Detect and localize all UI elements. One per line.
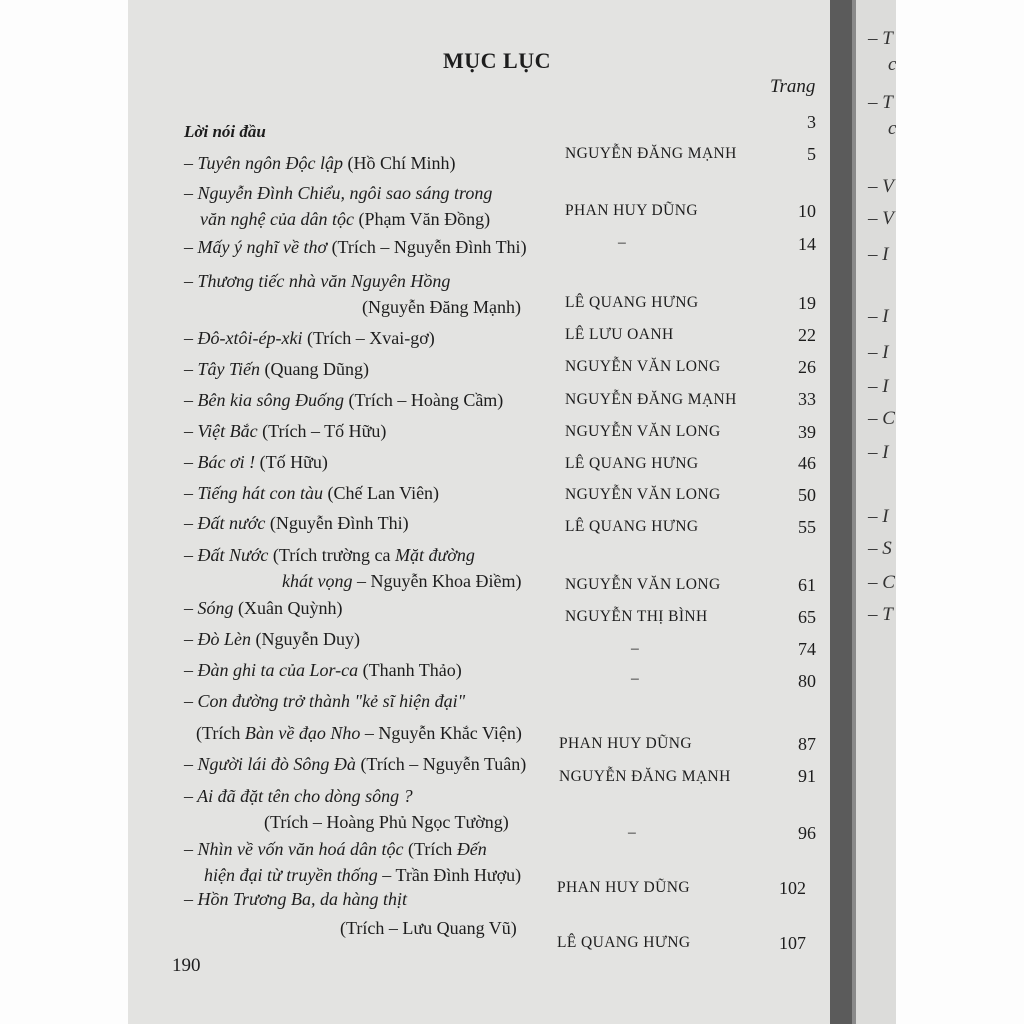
entry-author: NGUYỄN VĂN LONG [565,486,721,503]
next-page-edge [856,0,896,1024]
entry-title-cont: hiện đại từ truyền thống – Trần Đình Hượu) [204,865,522,885]
entry-page: 96 [798,823,816,843]
entry-page: 5 [807,144,816,164]
entry-title-cont: (Trích – Lưu Quang Vũ) [340,918,517,938]
entry-author: LÊ QUANG HƯNG [557,934,691,951]
entry-title: – Người lái đò Sông Đà (Trích – Nguyễn Tuân) [184,754,527,774]
entry-author: PHAN HUY DŨNG [565,202,698,219]
right-margin [896,0,1024,1024]
left-margin [0,0,128,1024]
entry-title: – Đò Lèn (Nguyễn Duy) [184,629,360,649]
fragment: – I [868,306,889,327]
entry-page: 65 [798,607,816,627]
entry-title: – Tiếng hát con tàu (Chế Lan Viên) [184,483,440,503]
entry-title: – Nhìn về vốn văn hoá dân tộc (Trích Đến [184,839,487,859]
entry-page: 33 [798,389,816,409]
entry-author: NGUYỄN ĐĂNG MẠNH [559,768,731,785]
entry-author: LÊ LƯU OANH [565,326,674,343]
entry-page: 19 [798,293,816,313]
entry-author: PHAN HUY DŨNG [557,879,690,896]
entry-page: 102 [779,878,806,898]
entry-page: 61 [798,575,816,595]
entry-title: – Bác ơi ! (Tố Hữu) [184,452,328,472]
entry-author: LÊ QUANG HƯNG [565,294,699,311]
entry-title: – Nguyễn Đình Chiểu, ngôi sao sáng trong [184,183,493,203]
fragment: – I [868,342,889,363]
fragment: – C [868,572,895,593]
fragment: – V [868,176,894,197]
entry-page: 91 [798,766,816,786]
entry-page: 10 [798,201,816,221]
fragment: – I [868,376,889,397]
entry-title: – Con đường trở thành "kẻ sĩ hiện đại" [184,691,466,711]
entry-page: 107 [779,933,806,953]
fragment: – T [868,92,893,113]
entry-page: 3 [807,112,816,132]
fragment: c [888,54,896,75]
entry-title-cont: (Trích Bàn về đạo Nho – Nguyễn Khắc Viện) [196,723,522,743]
entry-title: – Tây Tiến (Quang Dũng) [184,359,369,379]
entry-author: – [628,824,637,841]
fragment: – I [868,244,889,265]
entry-title: – Thương tiếc nhà văn Nguyên Hồng [184,271,451,291]
entry-title-cont: (Trích – Hoàng Phủ Ngọc Tường) [264,812,509,832]
entry-author: NGUYỄN VĂN LONG [565,423,721,440]
entry-title-cont: khát vọng – Nguyễn Khoa Điềm) [282,571,522,591]
entry-page: 80 [798,671,816,691]
fragment: – S [868,538,892,559]
entry-author: PHAN HUY DŨNG [559,735,692,752]
entry-title: Lời nói đầu [184,122,266,141]
entry-title: – Đô-xtôi-ép-xki (Trích – Xvai-gơ) [184,328,435,348]
entry-title: – Việt Bắc (Trích – Tố Hữu) [184,421,387,441]
fragment: – T [868,28,893,49]
entry-page: 22 [798,325,816,345]
entry-author: NGUYỄN ĐĂNG MẠNH [565,145,737,162]
entry-title: – Đất Nước (Trích trường ca Mặt đường [184,545,475,565]
fragment: – T [868,604,893,625]
fragment: – V [868,208,894,229]
entry-page: 14 [798,234,816,254]
entry-title: – Bên kia sông Đuống (Trích – Hoàng Cầm) [184,390,504,410]
entry-title-cont: văn nghệ của dân tộc (Phạm Văn Đồng) [200,209,491,229]
entry-page: 87 [798,734,816,754]
entry-title: – Mấy ý nghĩ về thơ (Trích – Nguyễn Đình Thi) [184,237,527,257]
entry-title: – Đàn ghi ta của Lor-ca (Thanh Thảo) [184,660,462,680]
entry-page: 55 [798,517,816,537]
fragment: – C [868,408,895,429]
entry-author: NGUYỄN THỊ BÌNH [565,608,708,625]
entry-author: LÊ QUANG HƯNG [565,518,699,535]
entry-title: – Ai đã đặt tên cho dòng sông ? [184,786,413,806]
page-title: MỤC LỤC [443,48,551,73]
entry-page: 50 [798,485,816,505]
entry-page: 39 [798,422,816,442]
entry-author: – [631,640,640,657]
entry-page: 26 [798,357,816,377]
book-gutter [830,0,852,1024]
entry-page: 46 [798,453,816,473]
entry-author: NGUYỄN ĐĂNG MẠNH [565,391,737,408]
fragment: c [888,118,896,139]
entry-title: – Tuyên ngôn Độc lập (Hồ Chí Minh) [184,153,456,173]
fragment: – I [868,506,889,527]
entry-author: – [631,670,640,687]
entry-page: 74 [798,639,816,659]
entry-title-cont: (Nguyễn Đăng Mạnh) [362,297,521,317]
entry-author: NGUYỄN VĂN LONG [565,358,721,375]
entry-author: NGUYỄN VĂN LONG [565,576,721,593]
book-page [128,0,830,1024]
entry-title: – Sóng (Xuân Quỳnh) [184,598,343,618]
entry-title: – Hồn Trương Ba, da hàng thịt [184,889,407,909]
entry-title: – Đất nước (Nguyễn Đình Thi) [184,513,409,533]
page-number: 190 [172,955,201,976]
page-column-header: Trang [770,76,816,97]
entry-author: – [618,234,627,251]
entry-author: LÊ QUANG HƯNG [565,455,699,472]
fragment: – I [868,442,889,463]
